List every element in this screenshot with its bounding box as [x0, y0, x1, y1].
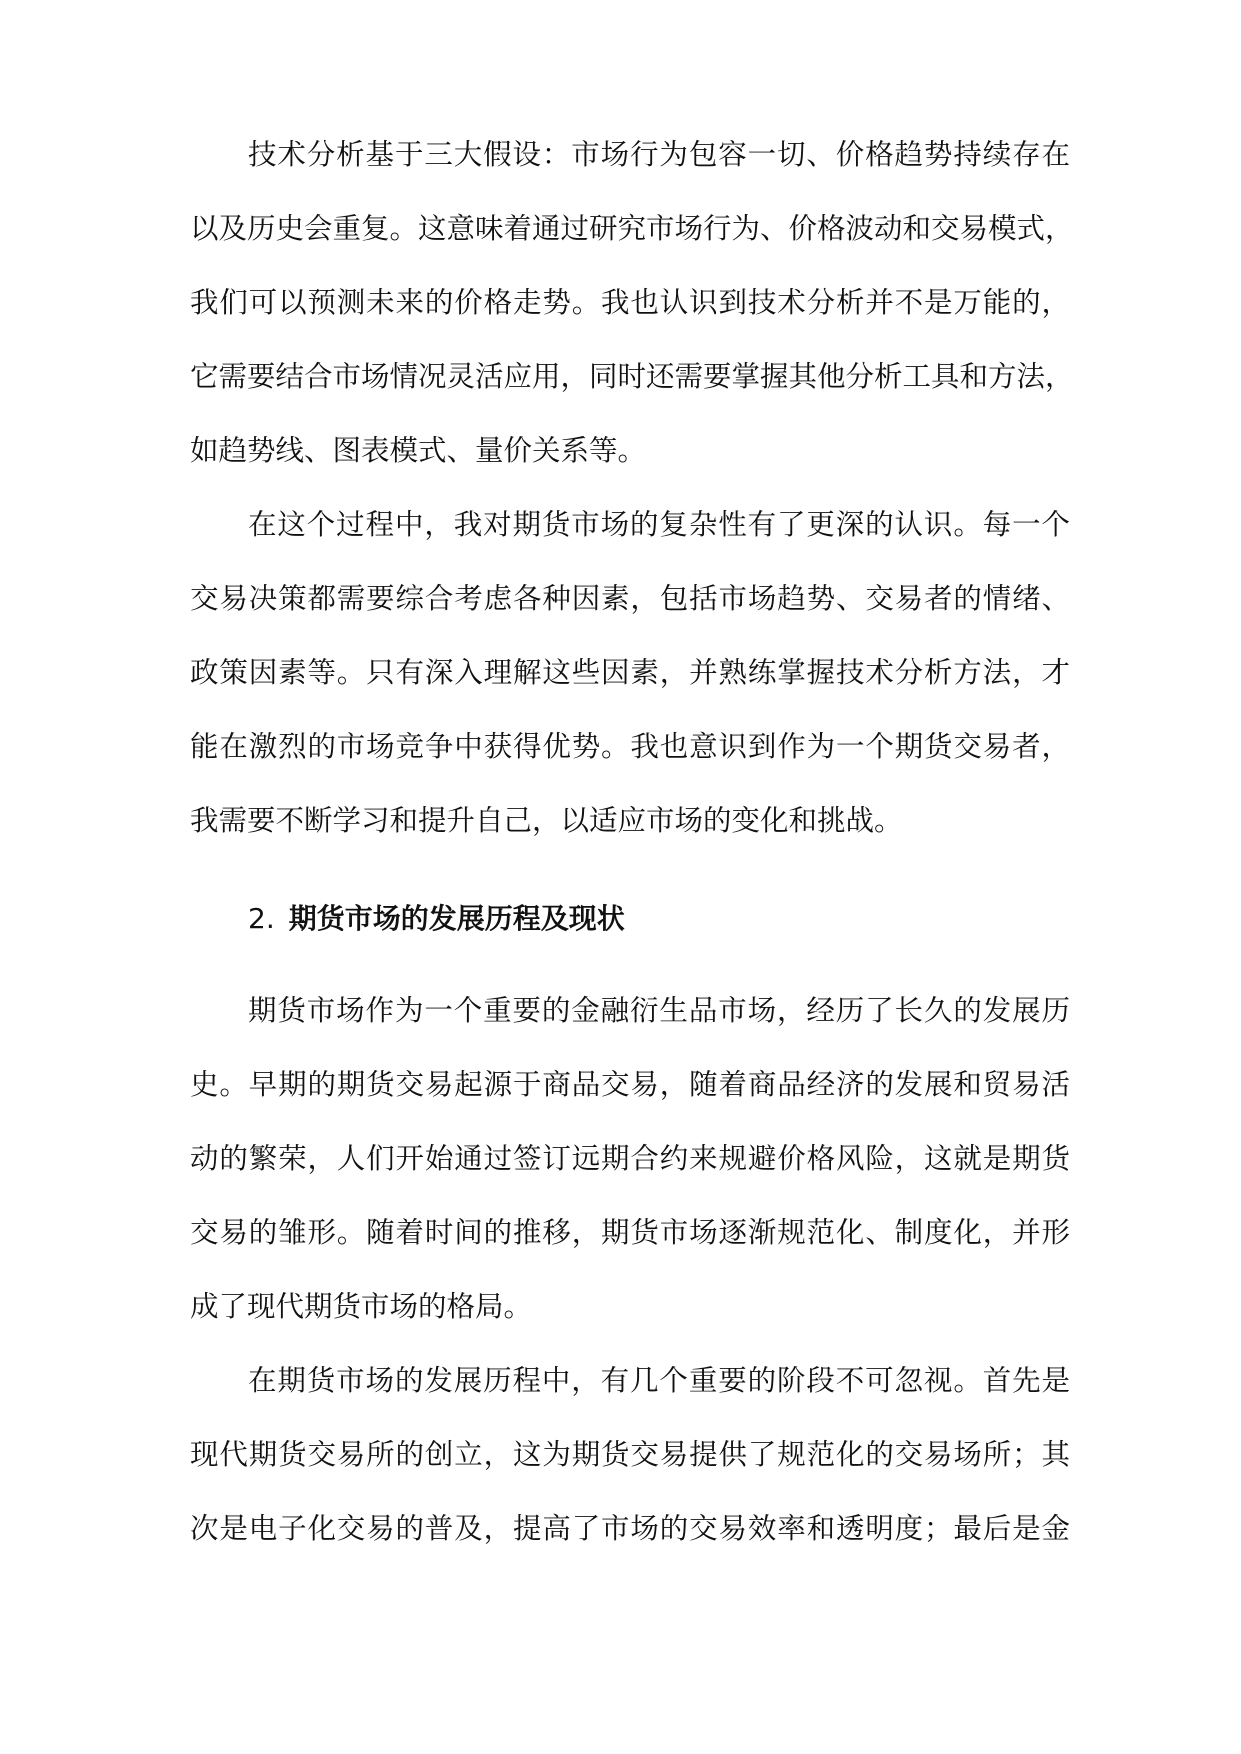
paragraph-2-line-2: 交易决策都需要综合考虑各种因素，包括市场趋势、交易者的情绪、	[190, 582, 1070, 615]
paragraph-1-line-1: 技术分析基于三大假设：市场行为包容一切、价格趋势持续存在	[248, 138, 1070, 171]
section-paragraph-2-line-3: 次是电子化交易的普及，提高了市场的交易效率和透明度；最后是金	[190, 1512, 1070, 1545]
paragraph-2-line-1: 在这个过程中，我对期货市场的复杂性有了更深的认识。每一个	[248, 508, 1070, 541]
section-paragraph-2-line-2: 现代期货交易所的创立，这为期货交易提供了规范化的交易场所；其	[190, 1438, 1070, 1471]
section-paragraph-1-line-1: 期货市场作为一个重要的金融衍生品市场，经历了长久的发展历	[248, 994, 1070, 1027]
paragraph-2-line-5: 我需要不断学习和提升自己，以适应市场的变化和挑战。	[190, 804, 903, 837]
section-title: 期货市场的发展历程及现状	[288, 902, 625, 935]
section-paragraph-2-line-1: 在期货市场的发展历程中，有几个重要的阶段不可忽视。首先是	[248, 1364, 1070, 1397]
section-paragraph-1-line-3: 动的繁荣，人们开始通过签订远期合约来规避价格风险，这就是期货	[190, 1142, 1070, 1175]
section-paragraph-1-line-5: 成了现代期货市场的格局。	[190, 1290, 533, 1323]
section-paragraph-1-line-2: 史。早期的期货交易起源于商品交易，随着商品经济的发展和贸易活	[190, 1068, 1070, 1101]
paragraph-2-line-4: 能在激烈的市场竞争中获得优势。我也意识到作为一个期货交易者，	[190, 730, 1070, 763]
paragraph-1-line-4: 它需要结合市场情况灵活应用，同时还需要掌握其他分析工具和方法，	[190, 360, 1074, 393]
paragraph-1-line-3: 我们可以预测未来的价格走势。我也认识到技术分析并不是万能的，	[190, 286, 1070, 319]
section-heading	[248, 899, 625, 939]
section-paragraph-1-line-4: 交易的雏形。随着时间的推移，期货市场逐渐规范化、制度化，并形	[190, 1216, 1070, 1249]
paragraph-2-line-3: 政策因素等。只有深入理解这些因素，并熟练掌握技术分析方法，才	[190, 656, 1070, 689]
paragraph-1-line-5: 如趋势线、图表模式、量价关系等。	[190, 434, 647, 467]
section-number: 2.	[248, 902, 275, 935]
paragraph-1-line-2: 以及历史会重复。这意味着通过研究市场行为、价格波动和交易模式，	[190, 212, 1074, 245]
